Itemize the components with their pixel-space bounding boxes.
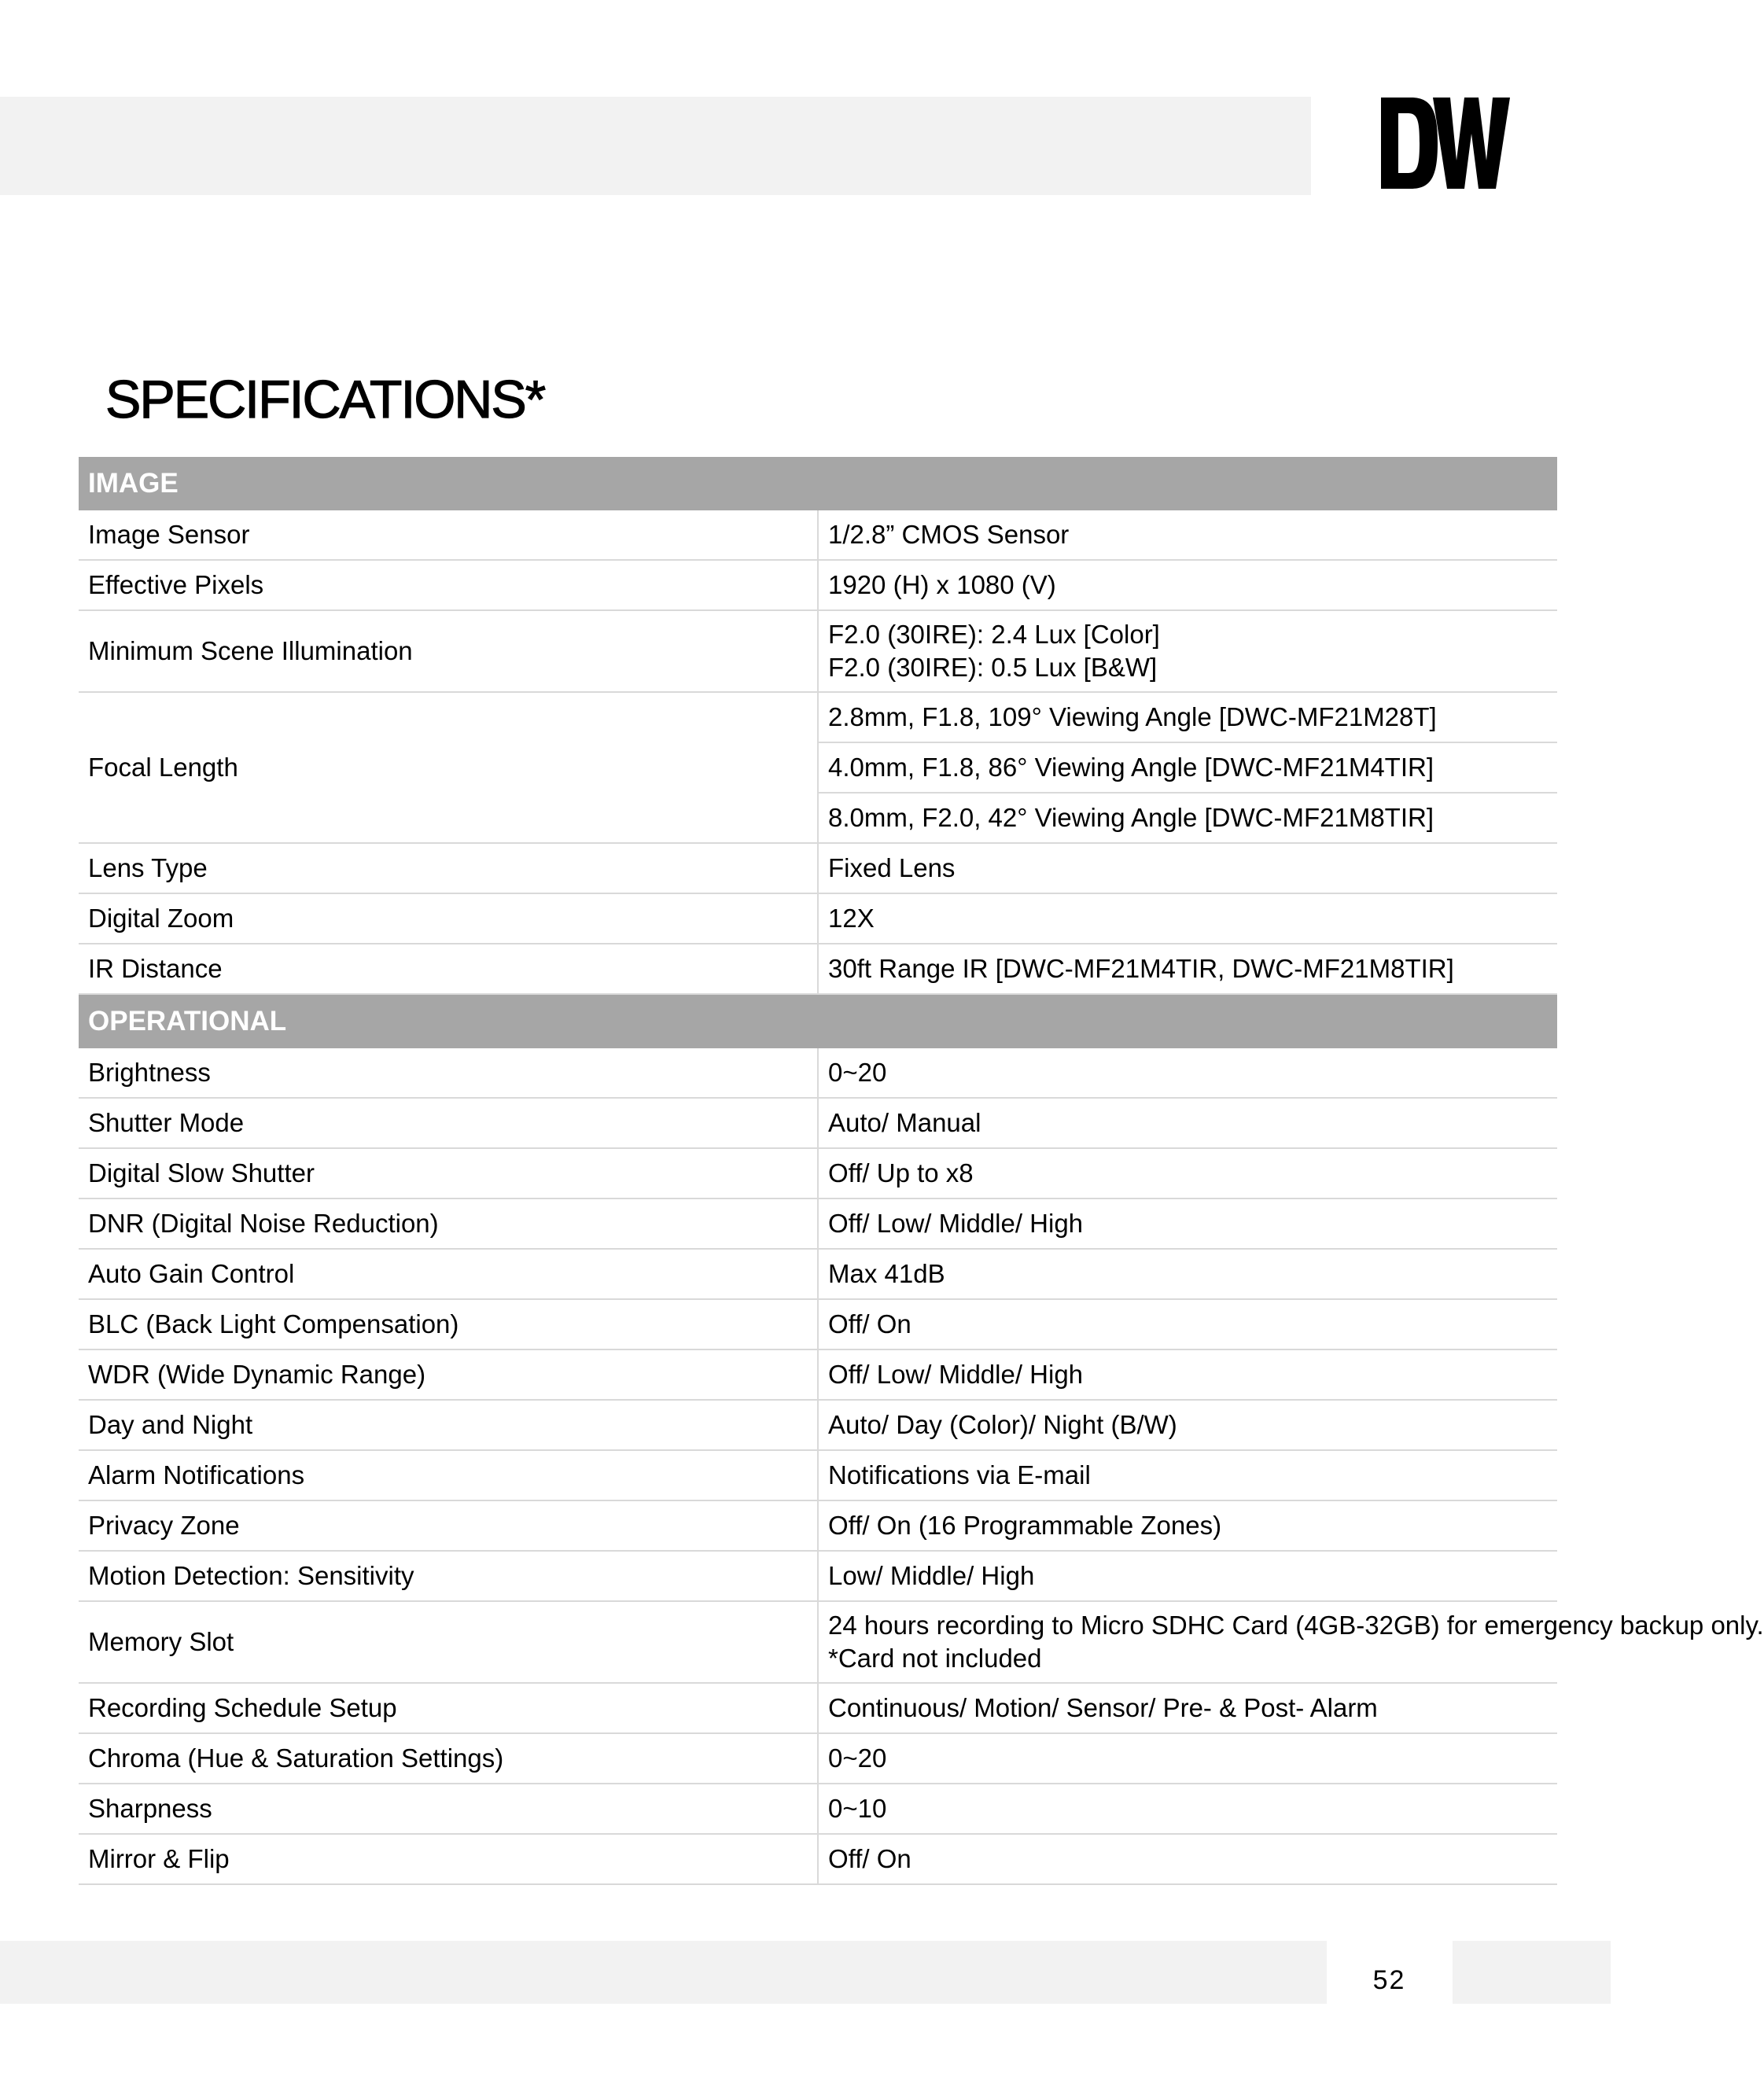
- page-title: SPECIFICATIONS*: [105, 370, 545, 429]
- spec-label: Auto Gain Control: [79, 1249, 818, 1299]
- spec-row-lens-type: [79, 843, 1557, 893]
- spec-label: Sharpness: [79, 1784, 818, 1834]
- spec-label: Mirror & Flip: [79, 1834, 818, 1884]
- spec-value-line: *Card not included: [828, 1644, 1042, 1673]
- spec-label: Day and Night: [79, 1400, 818, 1450]
- spec-row-mirror-flip: [79, 1834, 1557, 1884]
- spec-label: Alarm Notifications: [79, 1450, 818, 1500]
- spec-label: Chroma (Hue & Saturation Settings): [79, 1733, 818, 1784]
- spec-label: Image Sensor: [79, 510, 818, 560]
- spec-value: [818, 610, 1557, 692]
- spec-value: 4.0mm, F1.8, 86° Viewing Angle [DWC-MF21M4TIR]: [818, 742, 1557, 793]
- spec-row-privacy-zone: [79, 1500, 1557, 1551]
- spec-value: 30ft Range IR [DWC-MF21M4TIR, DWC-MF21M8TIR]: [818, 944, 1557, 994]
- header-band: [0, 97, 1311, 195]
- spec-row-brightness: [79, 1048, 1557, 1098]
- spec-row-blc: [79, 1299, 1557, 1349]
- spec-value-line: F2.0 (30IRE): 0.5 Lux [B&W]: [828, 653, 1158, 682]
- spec-label: Recording Schedule Setup: [79, 1683, 818, 1733]
- spec-value: 2.8mm, F1.8, 109° Viewing Angle [DWC-MF21M28T]: [818, 692, 1557, 742]
- page-number: 52: [1372, 1965, 1406, 1995]
- spec-value: Auto/ Day (Color)/ Night (B/W): [818, 1400, 1557, 1450]
- spec-label: Digital Zoom: [79, 893, 818, 944]
- spec-value: Max 41dB: [818, 1249, 1557, 1299]
- section-header-operational: [79, 994, 1557, 1048]
- spec-label: Minimum Scene Illumination: [79, 610, 818, 692]
- spec-row-effective-pixels: [79, 560, 1557, 610]
- spec-row-image-sensor: [79, 510, 1557, 560]
- spec-value: Off/ On: [818, 1834, 1557, 1884]
- spec-row-memory-slot: [79, 1601, 1557, 1683]
- spec-row-auto-gain-control: [79, 1249, 1557, 1299]
- spec-row-focal-length: [79, 692, 1557, 742]
- spec-value: Low/ Middle/ High: [818, 1551, 1557, 1601]
- spec-row-sharpness: [79, 1784, 1557, 1834]
- spec-label: Digital Slow Shutter: [79, 1148, 818, 1198]
- spec-value-line: 24 hours recording to Micro SDHC Card (4GB-32GB) for emergency backup only.: [828, 1611, 1764, 1640]
- spec-row-dnr: [79, 1198, 1557, 1249]
- section-heading: IMAGE: [79, 457, 1557, 510]
- spec-value: Notifications via E-mail: [818, 1450, 1557, 1500]
- spec-value: Auto/ Manual: [818, 1098, 1557, 1148]
- spec-value: 8.0mm, F2.0, 42° Viewing Angle [DWC-MF21M8TIR]: [818, 793, 1557, 843]
- spec-row-motion-detection: [79, 1551, 1557, 1601]
- spec-row-recording-schedule: [79, 1683, 1557, 1733]
- spec-row-day-and-night: [79, 1400, 1557, 1450]
- spec-value: Off/ Low/ Middle/ High: [818, 1198, 1557, 1249]
- spec-value: 0~20: [818, 1733, 1557, 1784]
- spec-value: Off/ Up to x8: [818, 1148, 1557, 1198]
- spec-label: DNR (Digital Noise Reduction): [79, 1198, 818, 1249]
- spec-value: 1/2.8” CMOS Sensor: [818, 510, 1557, 560]
- spec-value: Off/ On: [818, 1299, 1557, 1349]
- spec-label: Brightness: [79, 1048, 818, 1098]
- spec-value: 12X: [818, 893, 1557, 944]
- spec-label: WDR (Wide Dynamic Range): [79, 1349, 818, 1400]
- spec-value: [818, 1601, 1764, 1683]
- footer-band-right: [1453, 1941, 1611, 2004]
- spec-row-shutter-mode: [79, 1098, 1557, 1148]
- footer-band-left: [0, 1941, 1327, 2004]
- spec-label: Focal Length: [79, 692, 818, 843]
- spec-value: Off/ Low/ Middle/ High: [818, 1349, 1557, 1400]
- spec-value: 0~20: [818, 1048, 1557, 1098]
- spec-label: Memory Slot: [79, 1601, 818, 1683]
- spec-label: Effective Pixels: [79, 560, 818, 610]
- spec-row-digital-slow-shutter: [79, 1148, 1557, 1198]
- section-heading: OPERATIONAL: [79, 994, 1557, 1048]
- spec-value: Fixed Lens: [818, 843, 1557, 893]
- spec-label: Lens Type: [79, 843, 818, 893]
- spec-table: [79, 457, 1764, 1885]
- section-header-image: [79, 457, 1557, 510]
- spec-row-ir-distance: [79, 944, 1557, 994]
- dw-logo: [1378, 94, 1527, 193]
- spec-value: Off/ On (16 Programmable Zones): [818, 1500, 1557, 1551]
- spec-label: Motion Detection: Sensitivity: [79, 1551, 818, 1601]
- spec-value: 0~10: [818, 1784, 1557, 1834]
- spec-value: Continuous/ Motion/ Sensor/ Pre- & Post- Alarm: [818, 1683, 1557, 1733]
- spec-label: IR Distance: [79, 944, 818, 994]
- spec-row-alarm-notifications: [79, 1450, 1557, 1500]
- spec-row-wdr: [79, 1349, 1557, 1400]
- spec-label: BLC (Back Light Compensation): [79, 1299, 818, 1349]
- spec-row-minimum-illumination: [79, 610, 1557, 692]
- spec-label: Privacy Zone: [79, 1500, 818, 1551]
- spec-label: Shutter Mode: [79, 1098, 818, 1148]
- spec-value-line: F2.0 (30IRE): 2.4 Lux [Color]: [828, 620, 1160, 649]
- spec-row-chroma: [79, 1733, 1557, 1784]
- spec-row-digital-zoom: [79, 893, 1557, 944]
- spec-value: 1920 (H) x 1080 (V): [818, 560, 1557, 610]
